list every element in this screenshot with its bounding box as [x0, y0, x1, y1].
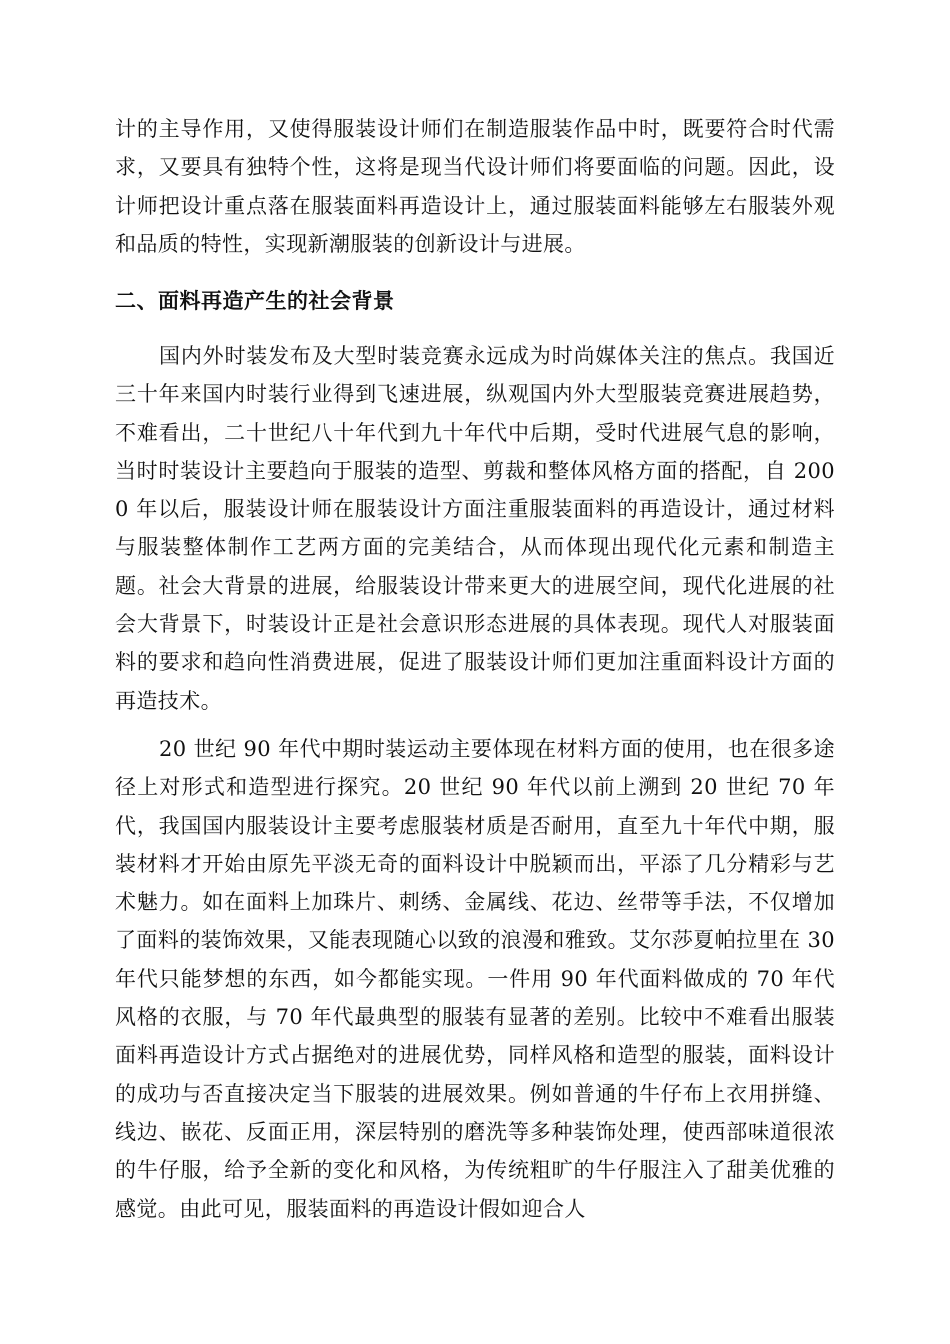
- body-paragraph-1: 国内外时装发布及大型时装竞赛永远成为时尚媒体关注的焦点。我国近三十年来国内时装行业得到飞速进展，纵观国内外大型服装竞赛进展趋势，不难看出，二十世纪八十年代到九十年代中后期，受时代进展气息的影响，当时时装设计主要趋向于服装的造型、剪裁和整体风格方面的搭配，自 2000 年以后，服装设计师在服装设计方面注重服装面料的再造设计，通过材料与服装整体制作工艺两方面的完美结合，从而体现出现代化元素和制造主题。社会大背景的进展，给服装设计带来更大的进展空间，现代化进展的社会大背景下，时装设计正是社会意识形态进展的具体表现。现代人对服装面料的要求和趋向性消费进展，促进了服装设计师们更加注重面料设计方面的再造技术。: [115, 344, 835, 713]
- section-heading: 二、面料再造产生的社会背景: [115, 289, 395, 313]
- continuation-paragraph: 计的主导作用，又使得服装设计师们在制造服装作品中时，既要符合时代需求，又要具有独特个性，这将是现当代设计师们将要面临的问题。因此，设计师把设计重点落在服装面料再造设计上，通过服装面料能够左右服装外观和品质的特性，实现新潮服装的创新设计与进展。: [115, 117, 835, 256]
- body-paragraph-2: 20 世纪 90 年代中期时装运动主要体现在材料方面的使用，也在很多途径上对形式和造型进行探究。20 世纪 90 年代以前上溯到 20 世纪 70 年代，我国国内服装设计主要考虑服装材质是否耐用，直至九十年代中期，服装材料才开始由原先平淡无奇的面料设计中脱颖而出，平添了几分精彩与艺术魅力。如在面料上加珠片、刺绣、金属线、花边、丝带等手法，不仅增加了面料的装饰效果，又能表现随心以致的浪漫和雅致。艾尔莎夏帕拉里在 30 年代只能梦想的东西，如今都能实现。一件用 90 年代面料做成的 70 年代风格的衣服，与 70 年代最典型的服装有显著的差别。比较中不难看出服装面料再造设计方式占据绝对的进展优势，同样风格和造型的服装，面料设计的成功与否直接决定当下服装的进展效果。例如普通的牛仔布上衣用拼缝、线边、嵌花、反面正用，深层特别的磨洗等多种装饰处理，使西部味道很浓的牛仔服，给予全新的变化和风格，为传统粗旷的牛仔服注入了甜美优雅的感觉。由此可见，服装面料的再造设计假如迎合人: [115, 737, 835, 1221]
